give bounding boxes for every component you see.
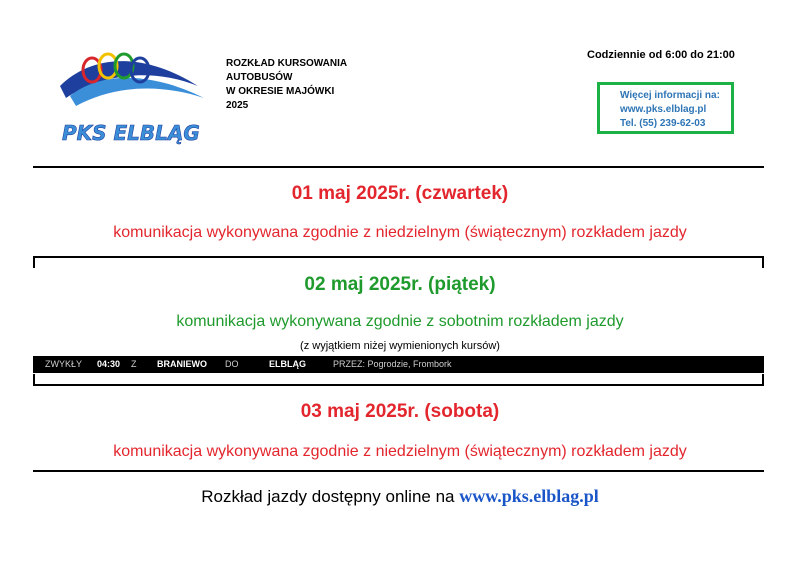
- course-time: 04:30: [97, 359, 121, 369]
- exception-course-row: [33, 356, 764, 373]
- header-title-line: ROZKŁAD KURSOWANIA: [226, 58, 348, 69]
- day-1-date: 01 maj 2025r. (czwartek): [291, 183, 509, 204]
- section-bracket: [33, 256, 764, 268]
- info-phone: Tel. (55) 239-62-03: [620, 118, 706, 129]
- course-from-label: Z: [131, 359, 137, 369]
- section-bracket: [33, 374, 764, 386]
- course-to-label: DO: [225, 359, 239, 369]
- logo-text: PKS ELBLĄG: [62, 121, 200, 145]
- divider: [33, 166, 764, 168]
- divider: [33, 470, 764, 472]
- day-3-description: komunikacja wykonywana zgodnie z niedzielnym (świątecznym) rozkładem jazdy: [113, 443, 687, 460]
- pks-elblag-logo: [58, 48, 208, 148]
- course-type: ZWYKŁY: [45, 359, 83, 369]
- day-2-date: 02 maj 2025r. (piątek): [304, 274, 496, 295]
- course-to: ELBLĄG: [269, 359, 306, 369]
- course-from: BRANIEWO: [157, 359, 207, 369]
- info-box: [597, 82, 734, 134]
- header-title-line: W OKRESIE MAJÓWKI: [226, 86, 335, 97]
- info-website[interactable]: www.pks.elblag.pl: [620, 104, 707, 115]
- footer-text: Rozkład jazdy dostępny online na: [201, 487, 455, 506]
- day-3-date: 03 maj 2025r. (sobota): [300, 401, 500, 422]
- info-heading: Więcej informacji na:: [620, 90, 720, 101]
- header-title: [226, 57, 347, 113]
- day-1-description: komunikacja wykonywana zgodnie z niedzielnym (świątecznym) rozkładem jazdy: [113, 224, 687, 241]
- day-2-description: komunikacja wykonywana zgodnie z sobotnim rozkładem jazdy: [176, 313, 624, 330]
- header-title-line: AUTOBUSÓW: [226, 72, 293, 83]
- operating-hours: Codziennie od 6:00 do 21:00: [587, 49, 735, 61]
- footer: [0, 486, 800, 507]
- footer-link[interactable]: www.pks.elblag.pl: [459, 486, 599, 506]
- course-via: PRZEZ: Pogrodzie, Frombork: [333, 359, 452, 369]
- day-2-note: (z wyjątkiem niżej wymienionych kursów): [300, 340, 500, 352]
- header-title-line: 2025: [226, 100, 249, 111]
